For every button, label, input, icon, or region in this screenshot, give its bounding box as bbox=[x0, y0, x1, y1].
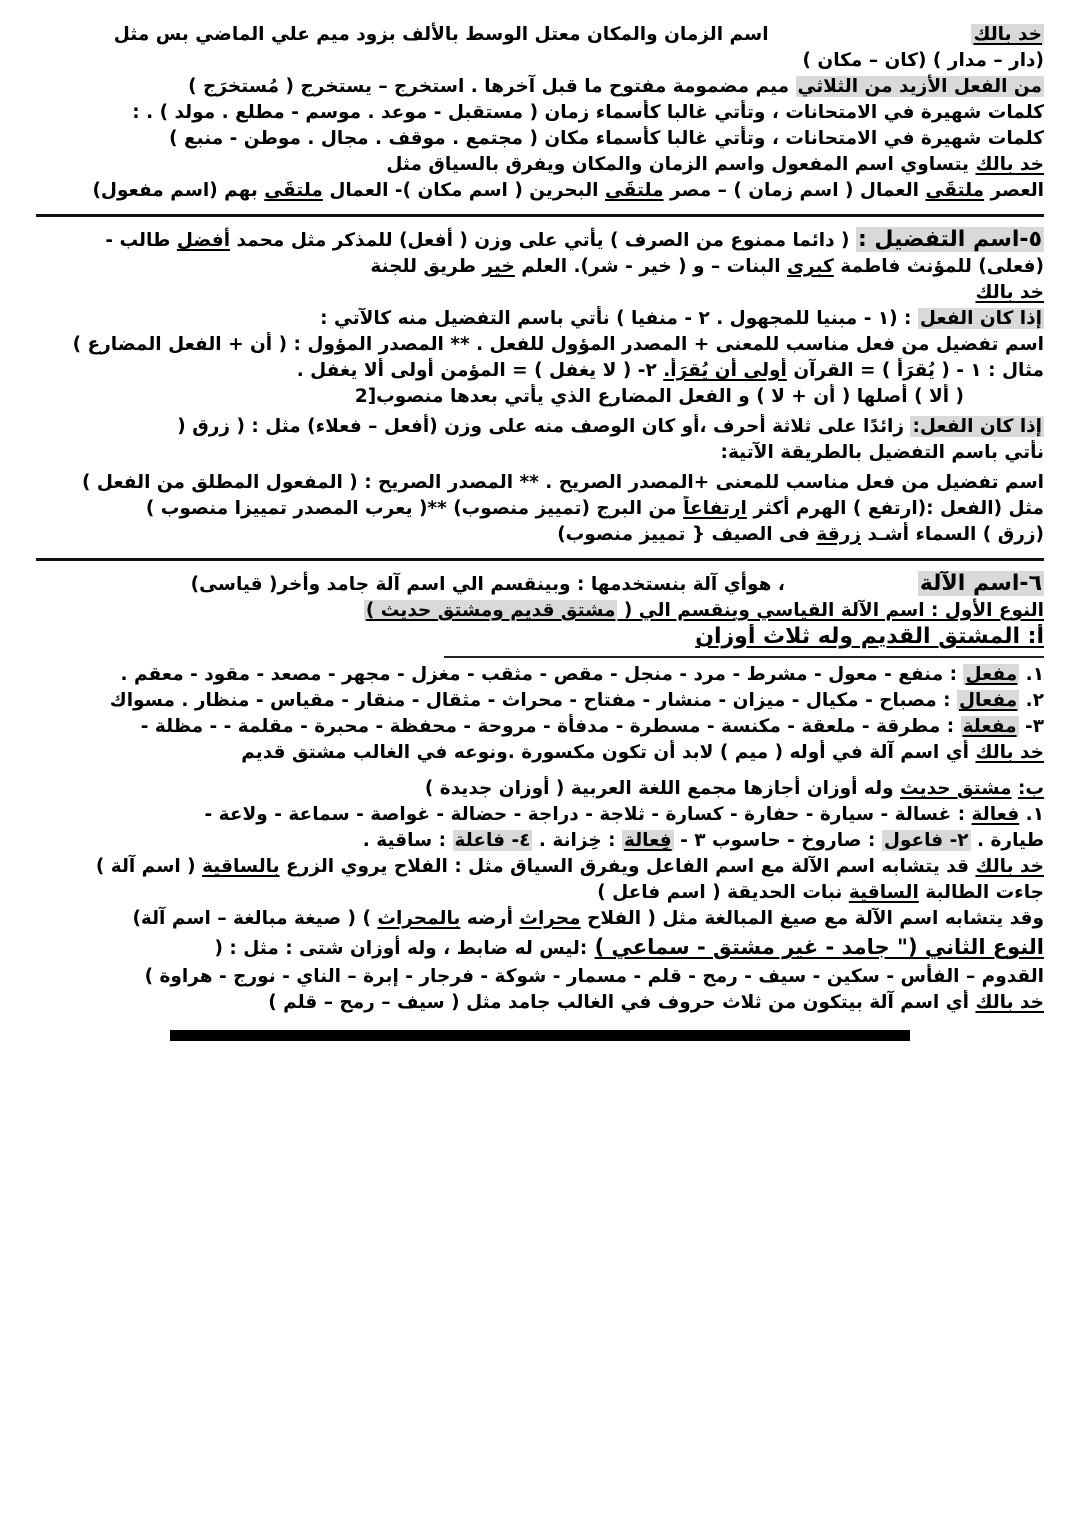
underlined-word: أفضل bbox=[176, 230, 231, 251]
text-segment: زائدًا على ثلاثة أحرف ،أو كان الوصف منه على وزن (أفعل – فعلاء) مثل : ( زرق ( bbox=[177, 416, 905, 437]
underlined-word: الساقية bbox=[848, 882, 919, 903]
text-segment: ب: bbox=[1018, 778, 1044, 799]
list-item bbox=[36, 828, 1044, 854]
underlined-word: كبرى bbox=[787, 256, 834, 277]
text-segment: النوع الأول : اسم الآلة القياسي وينقسم الي ( bbox=[623, 600, 1044, 621]
text-segment: ( دائما ممنوع من الصرف ) يأتي على وزن ( أفعل) للمذكر مثل محمد bbox=[236, 230, 850, 251]
section-divider bbox=[36, 214, 1044, 217]
text-segment: فى الصيف { تمييز منصوب) bbox=[557, 524, 810, 545]
text-segment: العصر bbox=[990, 180, 1044, 201]
underlined-word: ملتقَى bbox=[604, 180, 664, 201]
text-segment: : صاروخ - حاسوب ٣ - bbox=[680, 830, 876, 851]
text-segment: : مصباح - مكيال - ميزان - منشار - مفتاح - محراث - مثقال - منقار - مقياس - منظار . مسواك bbox=[109, 690, 951, 711]
text-line bbox=[36, 254, 1044, 280]
note-line bbox=[36, 854, 1044, 880]
text-segment: ) ( صيغة مبالغة – اسم آلة) bbox=[132, 908, 371, 929]
text-line: كلمات شهيرة في الامتحانات ، وتأتي غالبا كأسماء مكان ( مجتمع . موقف . مجال . موطن - منبع ) bbox=[169, 128, 1044, 149]
underlined-word: محراث bbox=[519, 908, 581, 929]
text-segment: : (١ - مبنيا للمجهول . ٢ - منفيا ) نأتي باسم التفضيل منه كالآتي : bbox=[320, 308, 912, 329]
note-line bbox=[36, 152, 1044, 178]
text-segment: وقد يتشابه اسم الآلة مع صيغ المبالغة مثل ( الفلاح bbox=[587, 908, 1044, 929]
text-line bbox=[36, 306, 1044, 332]
subheading bbox=[36, 932, 1044, 964]
text-line bbox=[36, 74, 1044, 100]
text-line bbox=[36, 880, 1044, 906]
text-segment: : ساقية . bbox=[362, 830, 447, 851]
underlined-word: خير bbox=[482, 256, 515, 277]
text-segment: جاءت الطالبة bbox=[925, 882, 1044, 903]
section-title: ٦-اسم الآلة bbox=[919, 571, 1042, 596]
text-segment: ٢- ( لا يغفل ) = المؤمن أولى ألا يغفل . bbox=[296, 360, 657, 381]
text-line: كلمات شهيرة في الامتحانات ، وتأتي غالبا كأسماء زمان ( مستقبل - موعد . موسم - مطلع . مولد ) . : bbox=[132, 102, 1044, 123]
section-divider bbox=[444, 656, 1044, 658]
underlined-word: ارتفاعاً bbox=[683, 498, 747, 519]
subheading: أ: المشتق القديم وله ثلاث أوزان bbox=[695, 624, 1044, 649]
note-label: خد بالك bbox=[975, 282, 1044, 303]
note-label: خد بالك bbox=[975, 992, 1044, 1013]
text-segment: العمال ( اسم زمان ) – مصر bbox=[670, 180, 920, 201]
underlined-word: مشتق حديث bbox=[900, 778, 1012, 799]
pattern-label: مفعال bbox=[959, 690, 1018, 711]
highlight-label: من الفعل الأزيد من الثلاثي bbox=[797, 76, 1042, 97]
text-segment: مثال : ١ - ( يُقرَأ ) = القرآن bbox=[793, 360, 1044, 381]
text-segment: البنات – و ( خير - شر). العلم bbox=[521, 256, 781, 277]
note-text: اسم الزمان والمكان معتل الوسط بالألف بزود ميم علي الماضي بس مثل bbox=[113, 24, 769, 45]
note-label: خد بالك bbox=[975, 742, 1044, 763]
pattern-label: ٢- فاعول bbox=[883, 830, 969, 851]
underlined-word: ملتقَى bbox=[925, 180, 985, 201]
pattern-label: مفعل bbox=[965, 664, 1018, 685]
highlight-label: إذا كان الفعل bbox=[919, 308, 1042, 329]
text-segment: (فعلى) للمؤنث فاطمة bbox=[840, 256, 1044, 277]
text-line bbox=[36, 906, 1044, 932]
text-line bbox=[36, 414, 1044, 440]
list-number: ١. bbox=[1025, 804, 1044, 825]
note-label: خد بالك bbox=[975, 154, 1044, 175]
text-segment: طريق للجنة bbox=[370, 256, 476, 277]
text-segment: نبات الحديقة ( اسم فاعل ) bbox=[597, 882, 843, 903]
pattern-label: فعالة bbox=[971, 804, 1020, 825]
subheading bbox=[36, 776, 1044, 802]
text-segment: ، هوأي آلة بنستخدمها : وبينقسم الي اسم آلة جامد وأخر( قياسى) bbox=[190, 574, 785, 595]
text-segment: : مطرقة - ملعقة - مكنسة - مسطرة - مدفأة - مروحة - محفظة - محبرة - مقلمة - - مظلة - bbox=[140, 716, 955, 737]
pattern-label: ٤- فاعلة bbox=[454, 830, 531, 851]
note-line bbox=[36, 22, 1044, 48]
text-line: القدوم – الفأس - سكين - سيف - رمح - قلم - مسمار - شوكة - فرجار - إبرة – الناي - نورج - هراوة ) bbox=[144, 966, 1044, 987]
text-line: اسم تفضيل من فعل مناسب للمعنى +المصدر الصريح . ** المصدر الصريح : ( المفعول المطلق من الفعل ) bbox=[81, 472, 1044, 493]
text-line bbox=[36, 496, 1044, 522]
section-title: ٥-اسم التفضيل : bbox=[857, 227, 1042, 252]
text-line: اسم تفضيل من فعل مناسب للمعنى + المصدر المؤول للفعل . ** المصدر المؤول : ( أن + الفعل المضارع ) bbox=[72, 334, 1044, 355]
section-divider bbox=[36, 558, 1044, 561]
note-line bbox=[36, 990, 1044, 1016]
pattern-label: مفعلة bbox=[962, 716, 1017, 737]
note-label: خد بالك bbox=[975, 856, 1044, 877]
text-line bbox=[36, 522, 1044, 548]
text-line: (دار – مدار ) (كان – مكان ) bbox=[802, 50, 1044, 71]
text-segment: :ليس له ضابط ، وله أوزان شتى : مثل : ( bbox=[214, 938, 588, 959]
list-number: ٢. bbox=[1025, 690, 1044, 711]
text-segment: من البرج (تمييز منصوب) **( يعرب المصدر تمييزا منصوب ) bbox=[145, 498, 677, 519]
text-segment: ( اسم آلة ) bbox=[95, 856, 196, 877]
section-heading-line bbox=[36, 227, 1044, 254]
section-heading-line bbox=[36, 571, 1044, 598]
list-item bbox=[36, 662, 1044, 688]
list-item bbox=[36, 688, 1044, 714]
note-line bbox=[36, 740, 1044, 766]
end-divider bbox=[170, 1030, 910, 1041]
underlined-word: بالساقية bbox=[202, 856, 280, 877]
note-text: أي اسم آلة في أوله ( ميم ) لابد أن تكون مكسورة .ونوعه في الغالب مشتق قديم bbox=[241, 742, 970, 763]
text-segment: بهم (اسم مفعول) bbox=[92, 180, 258, 201]
note-label: خد بالك bbox=[973, 24, 1042, 45]
text-segment: البحرين ( اسم مكان )- العمال bbox=[329, 180, 599, 201]
text-line: نأتي باسم التفضيل بالطريقة الآتية: bbox=[720, 442, 1044, 463]
underlined-word: أولى أن يُقرَأ. bbox=[663, 360, 787, 381]
text-line bbox=[36, 178, 1044, 204]
list-item bbox=[36, 714, 1044, 740]
underlined-word: بالمحراث bbox=[377, 908, 461, 929]
text-segment: أرضه bbox=[466, 908, 513, 929]
note-line bbox=[36, 280, 1044, 306]
list-number: ٣- bbox=[1025, 716, 1044, 737]
note-text: قد يتشابه اسم الآلة مع اسم الفاعل ويفرق السياق مثل : الفلاح يروي الزرع bbox=[286, 856, 970, 877]
text-segment: : غسالة - سيارة - حفارة - كسارة - ثلاجة - دراجة - حضالة - غواصة - سماعة - ولاعة - bbox=[204, 804, 966, 825]
highlight-label: إذا كان الفعل: bbox=[912, 416, 1042, 437]
underlined-word: ملتقَى bbox=[264, 180, 323, 201]
pattern-label: فِعالة bbox=[624, 830, 672, 851]
note-text: أي اسم آلة بيتكون من ثلاث حروف في الغالب جامد مثل ( سيف – رمح – قلم ) bbox=[268, 992, 970, 1013]
text-segment: طالب - bbox=[105, 230, 171, 251]
underlined-word: زرقة bbox=[816, 524, 861, 545]
section-title: النوع الثاني (" جامد - غير مشتق - سماعي ) bbox=[594, 935, 1044, 959]
text-segment: : منفع - معول - مشرط - مرد - منجل - مقص - مثقب - مغزل - مجهر - مصعد - مقود - معقم . bbox=[120, 664, 958, 685]
text-line bbox=[36, 358, 1044, 384]
text-segment: مثل (الفعل :(ارتفع ) الهرم أكثر bbox=[753, 498, 1044, 519]
text-line: ( ألا ) أصلها ( أن + لا ) و الفعل المضارع الذي يأتي بعدها منصوب[2 bbox=[354, 386, 964, 407]
note-text: يتساوي اسم المفعول واسم الزمان والمكان ويفرق بالسياق مثل bbox=[386, 154, 970, 175]
text-line bbox=[36, 598, 1044, 624]
text-segment: (زرق ) السماء أشـد bbox=[867, 524, 1044, 545]
list-item bbox=[36, 802, 1044, 828]
highlight-label: مشتق قديم ومشتق حديث ) bbox=[365, 600, 616, 621]
text-segment: طيارة . bbox=[977, 830, 1044, 851]
list-number: ١. bbox=[1025, 664, 1044, 685]
text-segment: وله أوزان أجازها مجمع اللغة العربية ( أوزان جديدة ) bbox=[424, 778, 894, 799]
text-segment: ميم مضمومة مفتوح ما قبل آخرها . استخرج – يستخرج ( مُستخرَج ) bbox=[188, 76, 790, 97]
text-segment: : خِزانة . bbox=[538, 830, 616, 851]
